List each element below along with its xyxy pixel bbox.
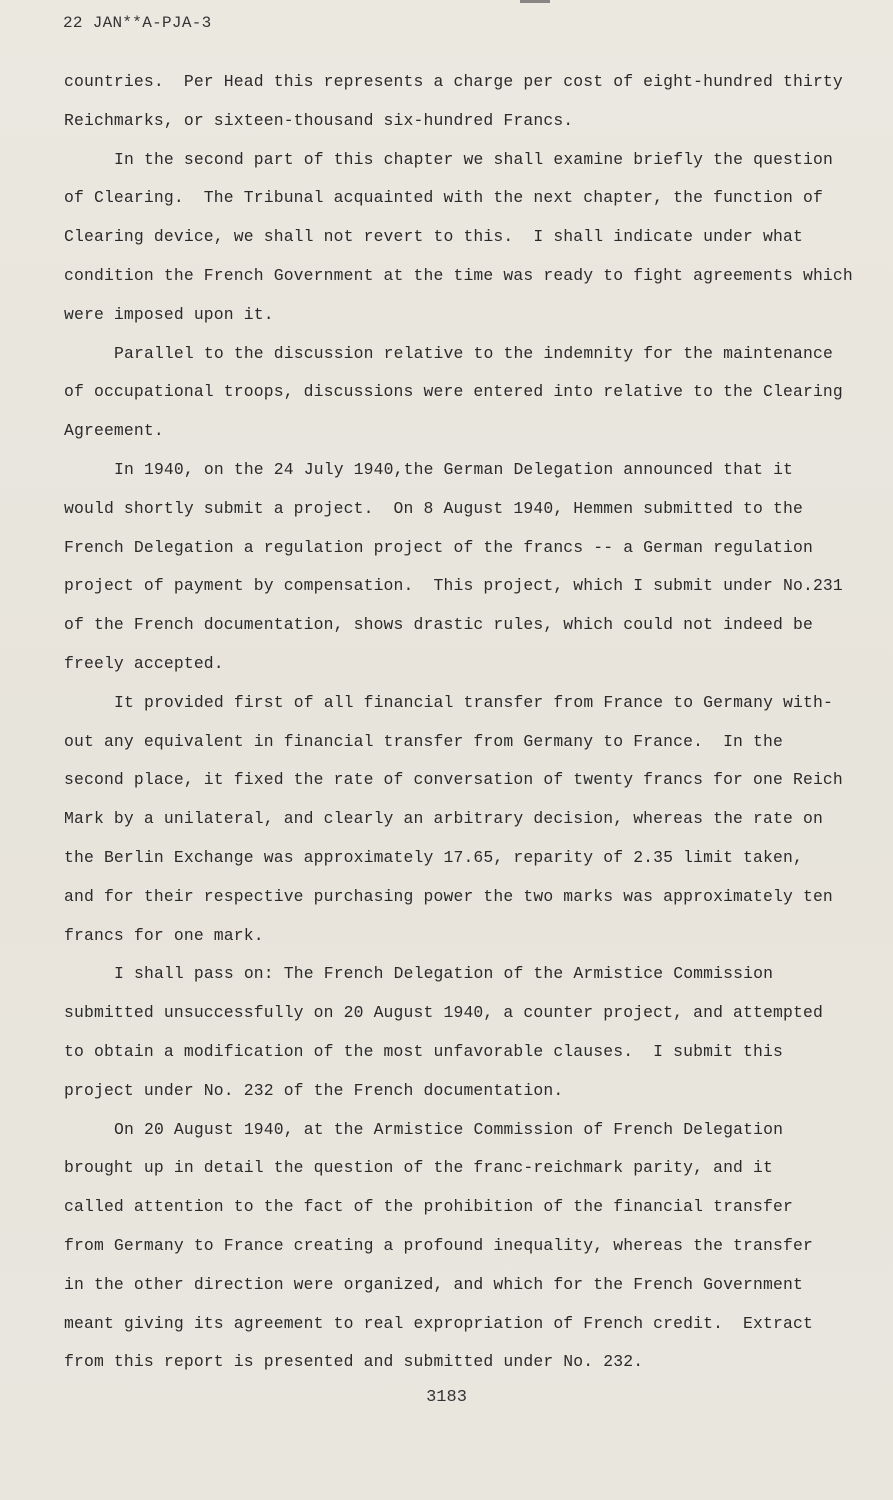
text-line: would shortly submit a project. On 8 August 1940, Hemmen submitted to the <box>64 498 803 518</box>
text-line: of Clearing. The Tribunal acquainted with the next chapter, the function of <box>64 188 823 208</box>
body-text <box>64 63 853 1382</box>
text-line: project under No. 232 of the French documentation. <box>64 1080 564 1100</box>
text-line: On 20 August 1940, at the Armistice Commission of French Delegation <box>114 1119 784 1139</box>
text-line: from Germany to France creating a profound inequality, whereas the transfer <box>64 1235 813 1255</box>
text-line: from this report is presented and submitted under No. 232. <box>64 1352 644 1372</box>
text-line: condition the French Government at the time was ready to fight agreements which <box>64 265 853 285</box>
page-number: 3183 <box>426 1388 467 1407</box>
text-line: called attention to the fact of the prohibition of the financial transfer <box>64 1197 793 1217</box>
text-line: Parallel to the discussion relative to the indemnity for the maintenance <box>114 343 833 363</box>
text-line: It provided first of all financial transfer from France to Germany with- <box>114 692 833 712</box>
text-line: French Delegation a regulation project of the francs -- a German regulation <box>64 537 813 557</box>
text-line: meant giving its agreement to real expropriation of French credit. Extract <box>64 1313 813 1333</box>
text-line: the Berlin Exchange was approximately 17.65, reparity of 2.35 limit taken, <box>64 847 803 867</box>
text-line: Clearing device, we shall not revert to this. I shall indicate under what <box>64 227 803 247</box>
text-line: brought up in detail the question of the franc-reichmark parity, and it <box>64 1158 774 1178</box>
text-line: of occupational troops, discussions were entered into relative to the Clearing <box>64 382 843 402</box>
text-line: out any equivalent in financial transfer from Germany to France. In the <box>64 731 783 751</box>
text-line: francs for one mark. <box>64 925 264 945</box>
text-line: in the other direction were organized, and which for the French Government <box>64 1274 803 1294</box>
text-line: Agreement. <box>64 421 164 441</box>
text-line: were imposed upon it. <box>64 304 274 324</box>
top-edge-mark <box>520 0 550 3</box>
text-line: freely accepted. <box>64 653 224 673</box>
text-line: to obtain a modification of the most unfavorable clauses. I submit this <box>64 1041 783 1061</box>
text-line: submitted unsuccessfully on 20 August 1940, a counter project, and attempted <box>64 1003 823 1023</box>
text-line: of the French documentation, shows drastic rules, which could not indeed be <box>64 615 813 635</box>
text-line: project of payment by compensation. This project, which I submit under No.231 <box>64 576 843 596</box>
text-line: Mark by a unilateral, and clearly an arbitrary decision, whereas the rate on <box>64 809 823 829</box>
text-line: I shall pass on: The French Delegation of the Armistice Commission <box>114 964 774 984</box>
text-line: In the second part of this chapter we shall examine briefly the question <box>114 149 833 169</box>
text-line: In 1940, on the 24 July 1940,the German Delegation announced that it <box>114 459 794 479</box>
text-line: and for their respective purchasing power the two marks was approximately ten <box>64 886 833 906</box>
text-line: countries. Per Head this represents a charge per cost of eight-hundred thirty <box>64 72 843 91</box>
page-header: 22 JAN**A-PJA-3 <box>63 14 212 32</box>
text-line: second place, it fixed the rate of conversation of twenty francs for one Reich <box>64 770 843 790</box>
text-line: Reichmarks, or sixteen-thousand six-hundred Francs. <box>64 110 574 130</box>
